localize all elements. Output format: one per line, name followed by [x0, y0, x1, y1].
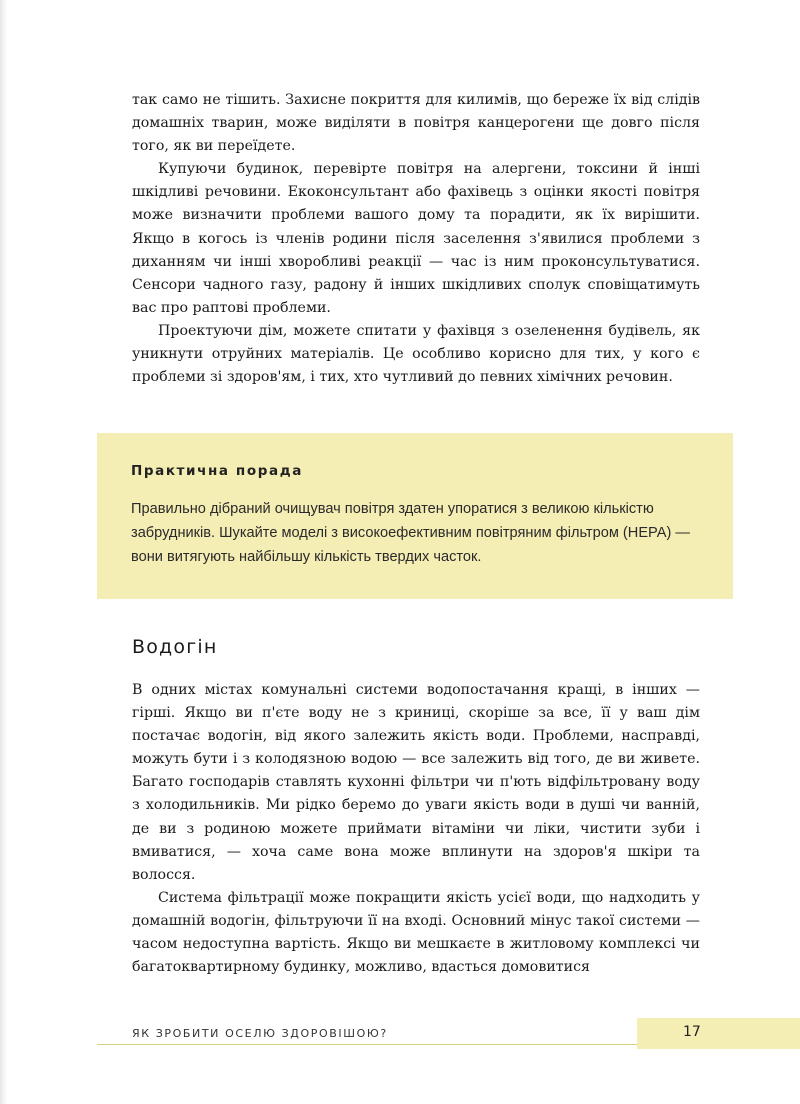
- practical-tip-box: [97, 433, 733, 599]
- page-number: 17: [683, 1024, 701, 1040]
- paragraph: Система фільтрації може покращити якість усієї води, що надходить у домашній водогін, фільтруючи її на вході. Основний мінус такої системи — часом недоступна вартість. Якщо ви мешкаєте в житловому комплексі чи багатоквартирному будинку, можливо, вдасться домовитися: [132, 889, 700, 976]
- paragraph: Проектуючи дім, можете спитати у фахівця з озеленення будівель, як уникнути отруйних матеріалів. Це особливо корисно для тих, у кого є проблеми зі здоров'ям, і тих, хто чутливий до певних хімічних речовин.: [132, 322, 700, 386]
- paragraph: так само не тішить. Захисне покриття для килимів, що береже їх від слідів домашніх тварин, може виділяти в повітря канцерогени ще довго після того, як ви переїдете.: [132, 92, 700, 155]
- section-heading: Водогін: [132, 636, 218, 658]
- footer-rule: [97, 1044, 637, 1045]
- tip-text: Правильно дібраний очищувач повітря здатен упоратися з великою кількістю забрудників. Шукайте моделі з високоефективним повітряним фільтром (HEPA) — вони витягують найбільшу кількість твердих часток.: [131, 501, 690, 565]
- water-text-block: [132, 679, 700, 979]
- paragraph: Купуючи будинок, перевірте повітря на алергени, токсини й інші шкідливі речовини. Екоконсультант або фахівець з оцінки якості повітря може визначити проблеми вашого дому та порадити, як їх вирішити. Якщо в когось із членів родини після заселення з'явилися проблеми з диханням чи інші хворобливі реакції — час із ним проконсультуватися. Сенсори чадного газу, радону й інших шкідливих сполук сповіщатимуть вас про раптові проблеми.: [132, 161, 700, 316]
- top-text-block: [132, 89, 700, 389]
- paragraph: В одних містах комунальні системи водопостачання кращі, в інших — гірші. Якщо ви п'єте воду не з криниці, скоріше за все, її у ваш дім постачає водогін, від якого залежить якість води. Проблеми, насправді, можуть бути і з колодязною водою — все залежить від того, де ви живете. Багато господарів ставлять кухонні фільтри чи п'ють відфільтровану воду з холодильників. Ми рідко беремо до уваги якість води в душі чи ванній, де ви з родиною можете приймати вітаміни чи ліки, чистити зуби і вмиватися, — хоча саме вона може вплинути на здоров'я шкіри та волосся.: [132, 682, 700, 883]
- tip-title: Практична порада: [131, 463, 303, 479]
- running-title: ЯК ЗРОБИТИ ОСЕЛЮ ЗДОРОВІШОЮ?: [132, 1027, 388, 1040]
- page-edge-shadow: [0, 0, 8, 1104]
- page-number-tab: [637, 1018, 800, 1049]
